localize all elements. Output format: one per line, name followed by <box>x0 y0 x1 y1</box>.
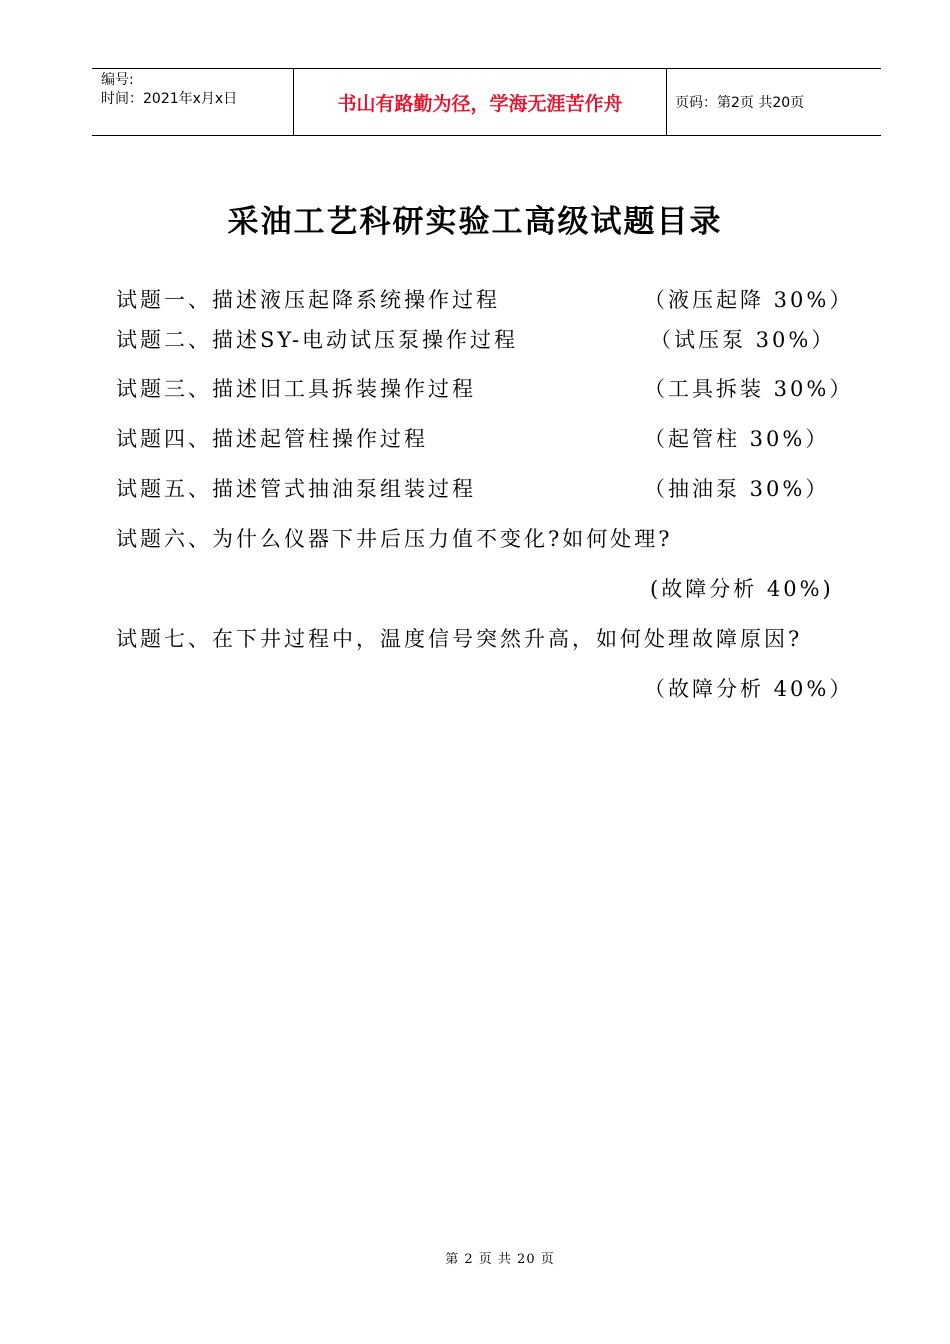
question-item: 试题四、描述起管柱操作过程 <box>116 427 428 451</box>
question-item: 试题五、描述管式抽油泵组装过程 <box>116 477 476 501</box>
header-divider <box>666 69 667 135</box>
header-meta <box>101 71 237 109</box>
question-item: 试题二、描述SY-电动试压泵操作过程 <box>116 328 519 352</box>
question-note: （故障分析 40%） <box>644 677 854 701</box>
header-page-info: 页码：第2页 共20页 <box>675 95 805 111</box>
document-title: 采油工艺科研实验工高级试题目录 <box>227 204 723 240</box>
question-note: (故障分析 40%) <box>650 577 834 601</box>
question-note: （工具拆装 30%） <box>644 377 854 401</box>
question-note: （液压起降 30%） <box>644 288 854 312</box>
page-header <box>92 68 881 136</box>
question-item: 试题三、描述旧工具拆装操作过程 <box>116 377 476 401</box>
question-note: （起管柱 30%） <box>644 427 830 451</box>
page-footer: 第 2 页 共 20 页 <box>445 1252 555 1267</box>
time-label: 时间：2021年x月x日 <box>101 91 238 107</box>
question-note: （试压泵 30%） <box>650 328 836 352</box>
number-label: 编号: <box>101 72 134 88</box>
question-item: 试题六、为什么仪器下井后压力值不变化?如何处理? <box>116 527 673 551</box>
question-note: （抽油泵 30%） <box>644 477 830 501</box>
question-item: 试题一、描述液压起降系统操作过程 <box>116 288 500 312</box>
header-motto: 书山有路勤为径，学海无涯苦作舟 <box>337 92 623 115</box>
question-item: 试题七、在下井过程中，温度信号突然升高，如何处理故障原因? <box>116 627 803 651</box>
